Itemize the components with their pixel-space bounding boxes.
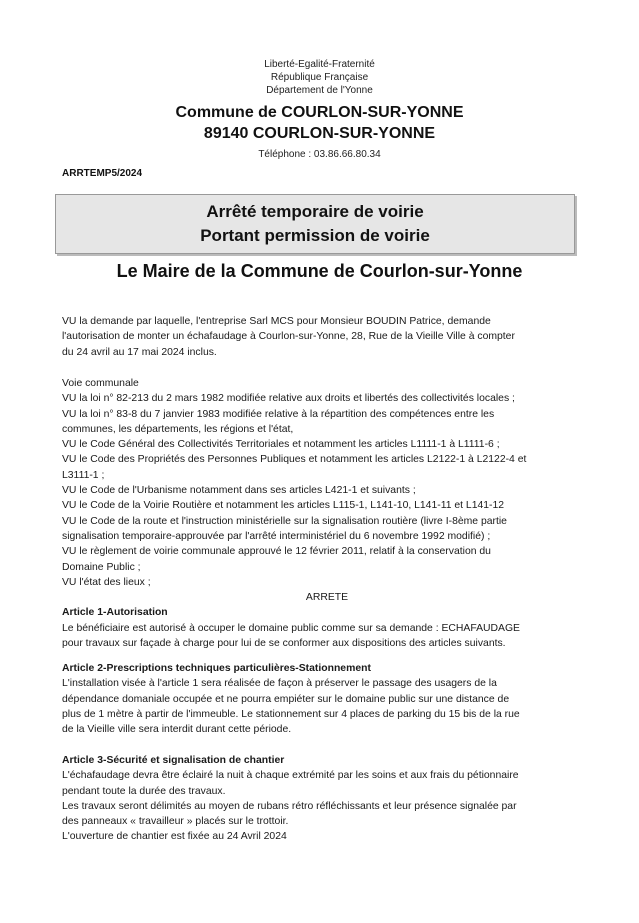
- consideration-line: VU le Code de l'Urbanisme notamment dans ses articles L421-1 et suivants ;: [62, 485, 416, 497]
- article-line: L'ouverture de chantier est fixée au 24 Avril 2024: [62, 831, 287, 843]
- request-line: VU la demande par laquelle, l'entreprise Sarl MCS pour Monsieur BOUDIN Patrice, demande: [62, 316, 491, 327]
- phone-number: Téléphone : 03.86.66.80.34: [258, 149, 381, 160]
- title-box: [55, 194, 575, 254]
- motto: Liberté-Egalité-Fraternité: [264, 59, 375, 70]
- article-line: des panneaux « travailleur » placés sur le trottoir.: [62, 816, 289, 828]
- article-line: de la Vieille ville sera interdit durant cette période.: [62, 724, 292, 736]
- article-3-title: Article 3-Sécurité et signalisation de chantier: [62, 755, 285, 766]
- article-line: pendant toute la durée des travaux.: [62, 785, 226, 797]
- mayor-heading: Le Maire de la Commune de Courlon-sur-Yonne: [116, 261, 523, 281]
- consideration-line: L3111-1 ;: [62, 469, 105, 481]
- request-line: l'autorisation de monter un échafaudage à Courlon-sur-Yonne, 28, Rue de la Vieille Ville à compter: [62, 331, 515, 343]
- consideration-line: VU le règlement de voirie communale approuvé le 12 février 2011, relatif à la conservation du: [62, 546, 491, 558]
- title-line-1: Arrêté temporaire de voirie: [206, 202, 424, 221]
- department-label: Département de l'Yonne: [266, 85, 373, 96]
- article-2-title: Article 2-Prescriptions techniques particulières-Stationnement: [62, 663, 371, 674]
- consideration-line: VU le Code de la Voirie Routière et notamment les articles L115-1, L141-10, L141-11 et L141-12: [62, 500, 505, 512]
- article-line: plus de 1 mètre à partir de l'immeuble. Le stationnement sur 4 places de parking du 15 bis de la rue: [62, 708, 520, 720]
- article-line: Les travaux seront délimités au moyen de rubans rétro réfléchissants et leur présence signalée par: [62, 800, 517, 812]
- article-line: dépendance domaniale occupée et ne pourra empiéter sur le domaine public sur une distance de: [62, 693, 510, 705]
- consideration-line: VU la loi n° 83-8 du 7 janvier 1983 modifiée relative à la répartition des compétences entre les: [62, 408, 495, 420]
- postal-address: 89140 COURLON-SUR-YONNE: [203, 125, 436, 142]
- consideration-line: VU le Code de la route et l'instruction ministérielle sur la signalisation routière (livre I-8ème partie: [62, 515, 507, 527]
- consideration-line: Voie communale: [62, 378, 139, 389]
- letterhead: [0, 58, 639, 161]
- article-3: [62, 753, 592, 845]
- consideration-line: VU le Code Général des Collectivités Territoriales et notamment les articles L1111-1 à L1111-6 ;: [62, 439, 500, 451]
- consideration-line: signalisation temporaire-approuvée par l'arrêté interministériel du 6 novembre 1992 modifié) ;: [62, 530, 491, 542]
- considerations-list: [62, 376, 592, 651]
- republic-label: République Française: [270, 72, 369, 83]
- article-line: Le bénéficiaire est autorisé à occuper le domaine public comme sur sa demande : ECHAFAUDAGE: [62, 622, 520, 634]
- article-line: L'installation visée à l'article 1 sera réalisée de façon à préserver le passage des usagers de la: [62, 678, 497, 690]
- consideration-line: VU la loi n° 82-213 du 2 mars 1982 modifiée relative aux droits et libertés des collectivités locales ;: [62, 393, 515, 405]
- article-line: L'échafaudage devra être éclairé la nuit à chaque extrémité par les soins et aux frais du pétionnaire: [62, 770, 519, 782]
- request-paragraph: [62, 314, 592, 360]
- commune-name: Commune de COURLON-SUR-YONNE: [175, 104, 464, 121]
- article-line: pour travaux sur façade à charge pour lui de se conformer aux dispositions des articles suivants.: [62, 638, 506, 650]
- decision-heading: ARRETE: [305, 592, 349, 604]
- title-line-2: Portant permission de voirie: [200, 226, 430, 245]
- request-line: du 24 avril au 17 mai 2024 inclus.: [62, 346, 217, 358]
- article-1-title: Article 1-Autorisation: [62, 607, 168, 619]
- consideration-line: communes, les départements, les régions et l'état,: [62, 423, 294, 435]
- consideration-line: VU l'état des lieux ;: [62, 576, 151, 588]
- consideration-line: VU le Code des Propriétés des Personnes Publiques et notamment les articles L2122-1 à L2122-4 et: [62, 454, 527, 466]
- consideration-line: Domaine Public ;: [62, 561, 141, 573]
- reference-number: ARRTEMP5/2024: [62, 168, 143, 179]
- article-2: [62, 661, 592, 737]
